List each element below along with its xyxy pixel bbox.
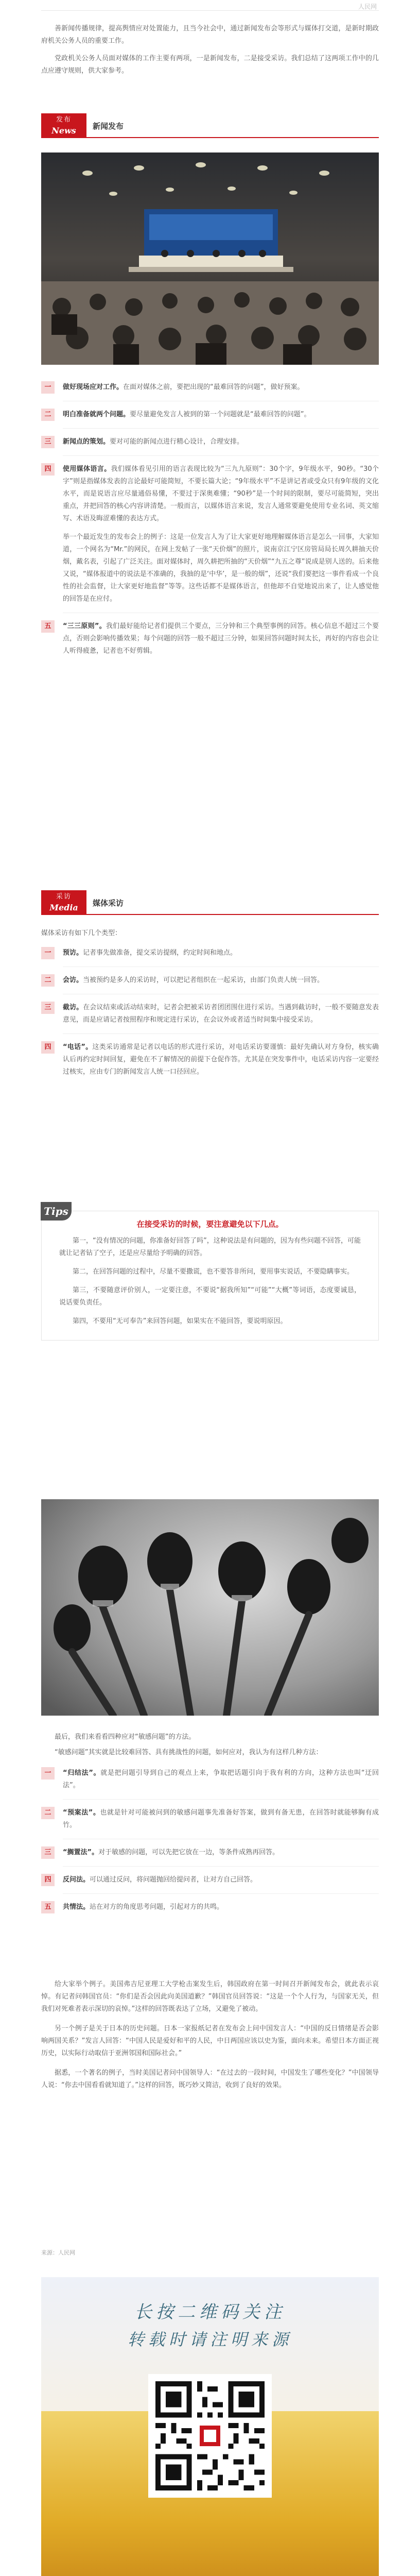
item-number: 一 [41,381,55,394]
list-item [41,1041,379,1078]
item-number: 二 [41,409,55,421]
item-divider [63,1799,379,1800]
item-number: 三 [41,1002,55,1014]
closing-paragraph: 给大家举个例子。美国弗吉尼亚理工大学枪击案发生后，韩国政府在第一时间召开新闻发布会，就此表示哀悼。有记者问韩国官员：“你们是否会因此向美国道歉？”韩国官员回答说：“这是一个个人行为，与国家无关，但我们对死难者表示深切的哀悼。”这样的回答既表达了立场，又避免了被动。 [41,1980,379,2013]
section-header-news-release [41,109,379,142]
list-item [41,463,379,525]
list-item [41,409,379,421]
section-divider [86,137,379,138]
section-badge-cn: 发布 [56,116,72,124]
methods-intro: 最后，我们来看看四种应对“敏感问题”的方法。 [55,1733,196,1741]
item-text: 就是把问题引导到自己的观点上来，争取把话题引向于我有利的方向，这种方法也叫“迂回法”。 [63,1769,379,1789]
microphones-photo [41,1499,379,1716]
item-number: 三 [41,436,55,448]
item-lead: “搁置法”。 [63,1849,99,1856]
item-divider [63,428,379,429]
top-caption: 人民网 [358,3,377,10]
list-item [41,947,379,959]
item-number: 二 [41,1807,55,1819]
top-divider [41,10,379,11]
list-item [41,974,379,987]
item-lead: 新闻点的策划。 [63,438,110,446]
item-divider [63,1866,379,1867]
intro-paragraph: 善新闻传播规律，提高舆情应对处置能力，且当今社会中，通过新闻发布会等形式与媒体打交道，是新时期政府机关公务人员的重要工作。 [41,25,379,45]
section-badge-cn: 采访 [56,893,72,901]
release-points-list [41,381,379,657]
interview-intro: 媒体采访有如下几个类型： [41,929,122,937]
section-header-media-interview [41,886,379,919]
item-lead: 会访。 [63,976,83,984]
item-lead: 共情法。 [63,1903,90,1911]
item-lead: “预案法”。 [63,1809,100,1817]
section-title: 新闻发布 [93,122,124,131]
item-lead: 明白准备就两个问题。 [63,411,130,418]
tips-box [41,1205,379,1341]
list-item [41,620,379,657]
footer-line-1: 长按二维码关注 [134,2302,286,2323]
list-item [41,1002,379,1026]
footer-line-2: 转载时请注明来源 [127,2330,292,2349]
item-lead: 反问法。 [63,1876,90,1884]
tips-tag: Tips [41,1202,72,1221]
item-text: 我们最好能给记者们提供三个要点，三分钟和三个典型事例的回答。核心信息不超过三个要点，否则会影响传播效果；每个问题的回答一般不超过三分钟，如果回答问题时间太长，再好的内容也会让人听得疲惫，记者也不好剪辑。 [63,622,379,655]
item-text: 记者事先做准备，提交采访提纲，约定时间和地点。 [83,949,237,957]
item-lead: “三三原则”。 [63,622,106,630]
item-text: 要对可能的新闻点进行精心设计，合理安排。 [110,438,244,446]
list-item [41,1767,379,1792]
qr-code[interactable] [148,2374,272,2498]
item-number: 五 [41,1901,55,1913]
item-number: 一 [41,947,55,959]
tips-paragraph: 第三，不要随意评价别人，一定要注意，不要说“据我所知”“可能”“大概”等词语，态度要诚恳，说话要负责任。 [59,1286,361,1307]
section-badge [41,890,86,915]
item-divider [63,1893,379,1894]
item-lead: 使用媒体语言。 [63,465,111,473]
item-text: 也就是针对可能被问到的敏感问题事先准备好答案，做到有备无患，在回答时就能够胸有成竹。 [63,1809,379,1829]
item-text: 在会议结束或活动结束时，记者会把被采访者团团围住进行采访。当遇到截访时，一般不要随意发表意见，而是应请记者按照程序和规定进行采访，在会议外或者适当时间集中接受采访。 [63,1004,379,1024]
closing-paragraph: 另一个例子是关于日本的历史问题。日本一家报纸记者在发布会上问中国发言人：“中国的反日情绪是否会影响两国关系？”发言人回答：“中国人民是爱好和平的人民，中日两国应该以史为鉴，面向未来。希望日本方面正视历史，以实际行动取信于亚洲邻国和国际社会。” [41,2025,379,2057]
list-item [41,1901,379,1913]
item-text: 要尽量避免发言人被到的第一个问题就是“最难回答的问题”。 [130,411,311,418]
item-text: 在面对媒体之前，要把出现的“最难回答的问题”，做好预案。 [123,383,304,391]
footer-qr-banner [41,2277,379,2576]
list-item [41,381,379,394]
item-lead: “归结法”。 [63,1769,101,1777]
tips-paragraph: 第二，在回答问题的过程中，尽量不要撒谎，也不要答非所问，要用事实说话，不要隐瞒事实。 [73,1268,354,1276]
section-badge-en: News [51,126,76,135]
closing-block [41,1978,379,2092]
list-item [41,1846,379,1859]
item-text: 举一个最近发生的发布会上的例子：这是一位发言人为了让大家更好地理解媒体语言是怎么一回事，大家知道，一个网名为“Mr.”的网民，在网上发帖了一张“天价烟”的照片，说南京江宁区房管局局长周久耕抽天价烟，戴名表，引起了广泛关注。面对媒体时，周久耕把所抽的“天价烟”“九五之尊”说成是别人送的。后来他又说，“媒体报道中的说法是不准确的，我抽的是‘中华’，是一般的烟”，还说“我们要把这一事件看成一个良性的社会监督，让大家更好地监督”等等。这些话都不是媒体语言，但他却不自觉地说出来了，让人感觉他的回答是在应付。 [63,533,379,603]
qr-code-icon [155,2381,265,2490]
item-text: 可以通过反问，将问题抛回给提问者，让对方自己回答。 [90,1876,257,1884]
item-lead: “电话”。 [63,1043,93,1051]
list-item [41,1874,379,1886]
item-number: 三 [41,1846,55,1859]
item-lead: 做好现场应对工作。 [63,383,124,391]
item-divider [63,455,379,456]
section-badge-en: Media [49,903,78,912]
intro-block [41,23,379,77]
item-lead: 截访。 [63,1004,83,1011]
item-number: 五 [41,620,55,633]
list-item [41,1807,379,1832]
press-conference-photo [41,152,379,365]
interview-types-list [41,927,379,1078]
item-text: 我们媒体看见引用的语言表现比较为“三九九原则”：30个字，9年级水平，90秒。“30个字”则是指媒体发表的言论最好可能简短，不要长篇大论；“9年级水平”不是讲记者或受众只有9年级的文化水平，而是说语言应尽量通俗易懂，不要过于深奥难懂；“90秒”是一个时间的限制，要尽可能简短，突出重点，并把回答的核心内容讲清楚。一般而言，以媒体语言来说，发言人通常要避免使用专业名词、英文缩写、术语及晦涩难懂的表达方式。 [63,465,379,522]
item-text: 这类采访通常是记者以电话的形式进行采访，对电话采访要谨慎：最好先确认对方身份，核实确认后再约定时间回复，避免在不了解情况的前提下仓促作答。尤其是在突发事件中，电话采访内容一定要经过核实，应由专门的新闻发言人统一口径回应。 [63,1043,379,1076]
closing-paragraph: 据悉，一个著名的例子，当时美国记者问中国领导人：“在过去的一段时间，中国发生了哪些变化？”中国领导人说：“你去中国看看就知道了。”这样的回答，既巧妙又简洁，收到了良好的效果。 [41,2069,379,2089]
item-number: 四 [41,1041,55,1054]
section-badge [41,113,86,138]
tips-paragraph: 第一，“没有情况的问题，你准备好回答了吗”，这种说法是有问题的，因为有些问题不回答，可能就让记者钻了空子，还是应尽量给予明确的回答。 [59,1237,361,1257]
item-text: 当被预约是多人的采访时，可以把记者组织在一起采访，由部门负责人统一回答。 [83,976,324,984]
item-number: 一 [41,1767,55,1780]
item-text: 对于敏感的问题，可以先把它放在一边，等条件成熟再回答。 [98,1849,279,1856]
methods-intro: “敏感问题”其实就是比较难回答、具有挑战性的问题，如何应对，我认为有这样几种方法： [55,1749,323,1756]
section-divider [86,914,379,915]
list-item [41,436,379,448]
item-number: 四 [41,1874,55,1886]
intro-paragraph: 党政机关公务人员面对媒体的工作主要有两项，一是新闻发布，二是接受采访。我们总结了这两项工作中的几点应遵守规则，供大家参考。 [41,55,379,75]
source-note: 来源：人民网 [41,2249,75,2256]
item-text: 站在对方的角度思考问题，引起对方的共鸣。 [90,1903,224,1911]
tips-paragraph: 第四，不要用“无可奉告”来回答问题，如果实在不能回答，要说明原因。 [73,1317,287,1325]
item-lead: 预访。 [63,949,83,957]
list-item [41,531,379,605]
section-title: 媒体采访 [93,899,124,908]
tips-title: 在接受采访的时候，要注意避免以下几点。 [136,1219,284,1229]
item-divider [63,1033,379,1034]
item-number: 四 [41,463,55,476]
methods-list [41,1731,379,1913]
item-number: 二 [41,974,55,987]
